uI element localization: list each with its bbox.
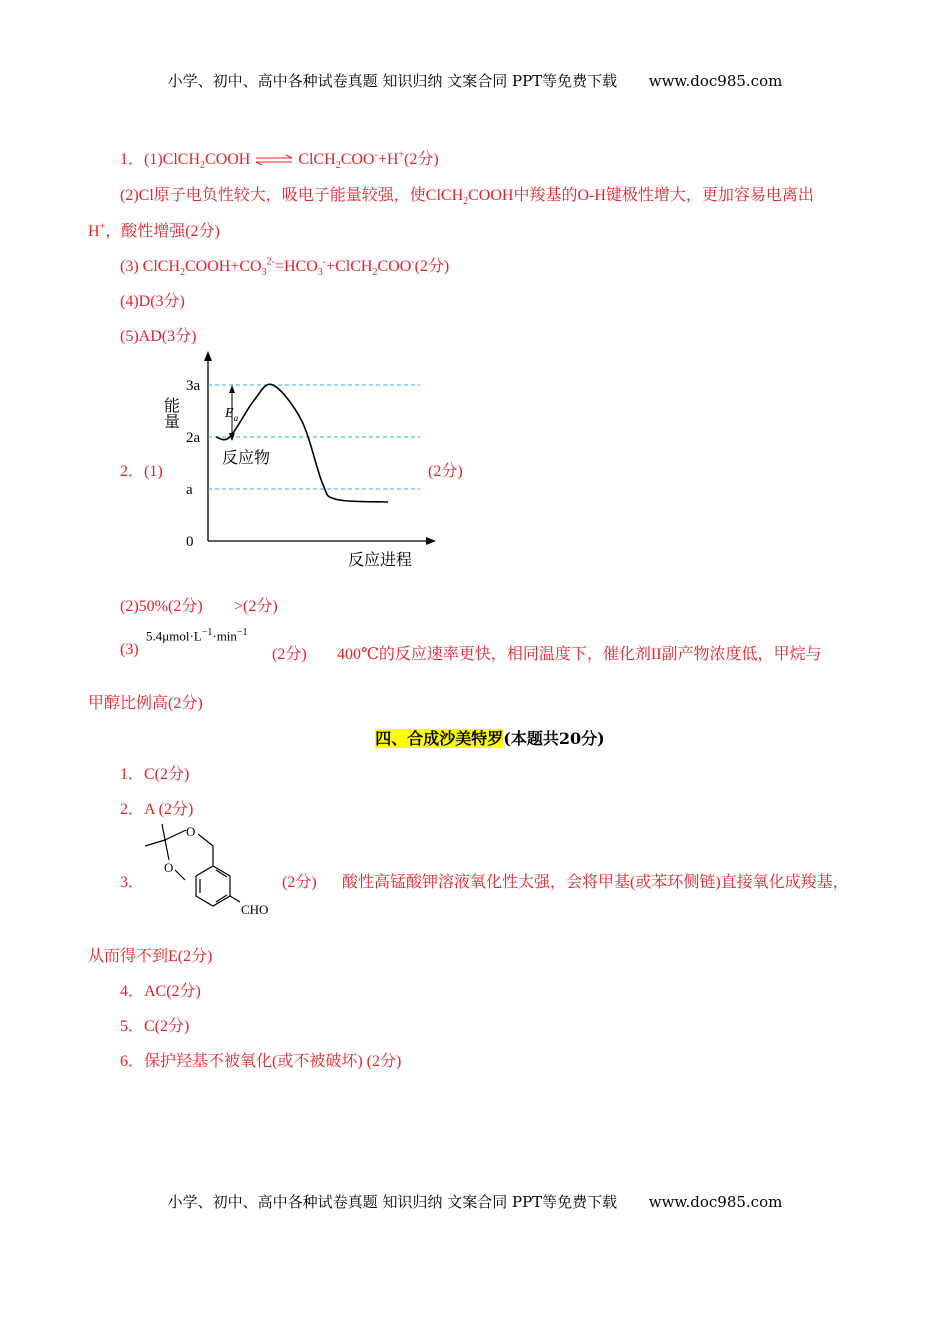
molecule-o2: O [164, 860, 174, 875]
footer-text: 小学、初中、高中各种试卷真题 知识归纳 文案合同 PPT等免费下载 [167, 1193, 618, 1211]
energy-diagram [160, 345, 440, 575]
q2-score: (2分) [428, 463, 463, 480]
s4-q4: 4．AC(2分) [120, 983, 201, 1000]
q1-line2: (2)Cl原子电负性较大，吸电子能量较强，使ClCH$_2$COOH中羧基的O-H键极性增大，更加容易电离出 [120, 187, 814, 208]
header-text: 小学、初中、高中各种试卷真题 知识归纳 文案合同 PPT等免费下载 [167, 72, 618, 90]
page-footer [0, 1191, 950, 1212]
q2-part2-a: (2)50%(2分) [120, 598, 203, 615]
s4-q3-text: 酸性高锰酸钾溶液氧化性太强，会将甲基(或苯环侧链)直接氧化成羧基， [342, 874, 849, 891]
y-axis-label: 能量 [161, 397, 179, 429]
x-axis-label: 反应进程 [348, 552, 413, 569]
equilibrium-arrow-icon [254, 154, 294, 166]
y-axis-arrow-icon [204, 351, 212, 361]
molecule-o1: O [186, 824, 196, 839]
molecule-cho: CHO [241, 902, 269, 917]
q2-part2-b: >(2分) [234, 598, 278, 615]
q2-part3-label: (3) [120, 641, 139, 658]
q1-line5: (5)AD(3分) [120, 328, 197, 345]
s4-q5: 5．C(2分) [120, 1018, 190, 1035]
ea-label: $E_a$ [225, 406, 239, 423]
q2-part3-text2: 甲醇比例高(2分) [88, 695, 203, 712]
q2-part3-score: (2分) [272, 646, 307, 663]
page-header [0, 70, 950, 91]
y-tick-label: a [186, 482, 193, 498]
s4-q3-text2: 从而得不到E(2分) [88, 948, 213, 965]
s4-q6: 6．保护羟基不被氧化(或不被破坏) (2分) [120, 1053, 402, 1070]
header-url[interactable]: www.doc985.com [648, 72, 783, 90]
s4-q3-score: (2分) [282, 874, 317, 891]
y-tick-label: 3a [186, 378, 201, 394]
molecule-structure [140, 820, 290, 920]
s4-q3-label: 3． [120, 874, 145, 891]
section-title-highlight: 四、合成沙美特罗 [375, 729, 504, 748]
section-title: 四、合成沙美特罗(本题共20分) [375, 729, 605, 748]
q1-line4: (4)D(3分) [120, 293, 185, 310]
y-tick-label: 0 [186, 534, 194, 550]
s4-q2: 2．A (2分) [120, 801, 194, 818]
q2-part3-value: $5.4\mu mol\cdot L^{-1}\cdot\min^{-1}$ [146, 627, 248, 644]
q2-part3-text: 400℃的反应速率更快，相同温度下，催化剂II副产物浓度低，甲烷与 [337, 646, 822, 663]
q1-line3: (3) $ClCH_2COOH+CO_3^{2-}=HCO_3^-+ClCH_2COO^-(2$分) [120, 256, 450, 279]
q2-label: 2．(1) [120, 463, 163, 480]
q1-line2-cont: H+，酸性增强(2分) [88, 221, 220, 240]
q1-line1: 1．(1)ClCH$_2$COOH ClCH$_2$COO-+H+(2分) [120, 149, 439, 172]
footer-url[interactable]: www.doc985.com [648, 1193, 783, 1211]
s4-q1: 1．C(2分) [120, 766, 190, 783]
y-tick-label: 2a [186, 430, 201, 446]
energy-curve [216, 384, 388, 502]
x-axis-arrow-icon [426, 537, 436, 545]
ea-arrow-up-icon [229, 385, 235, 393]
reactant-label: 反应物 [222, 450, 271, 467]
